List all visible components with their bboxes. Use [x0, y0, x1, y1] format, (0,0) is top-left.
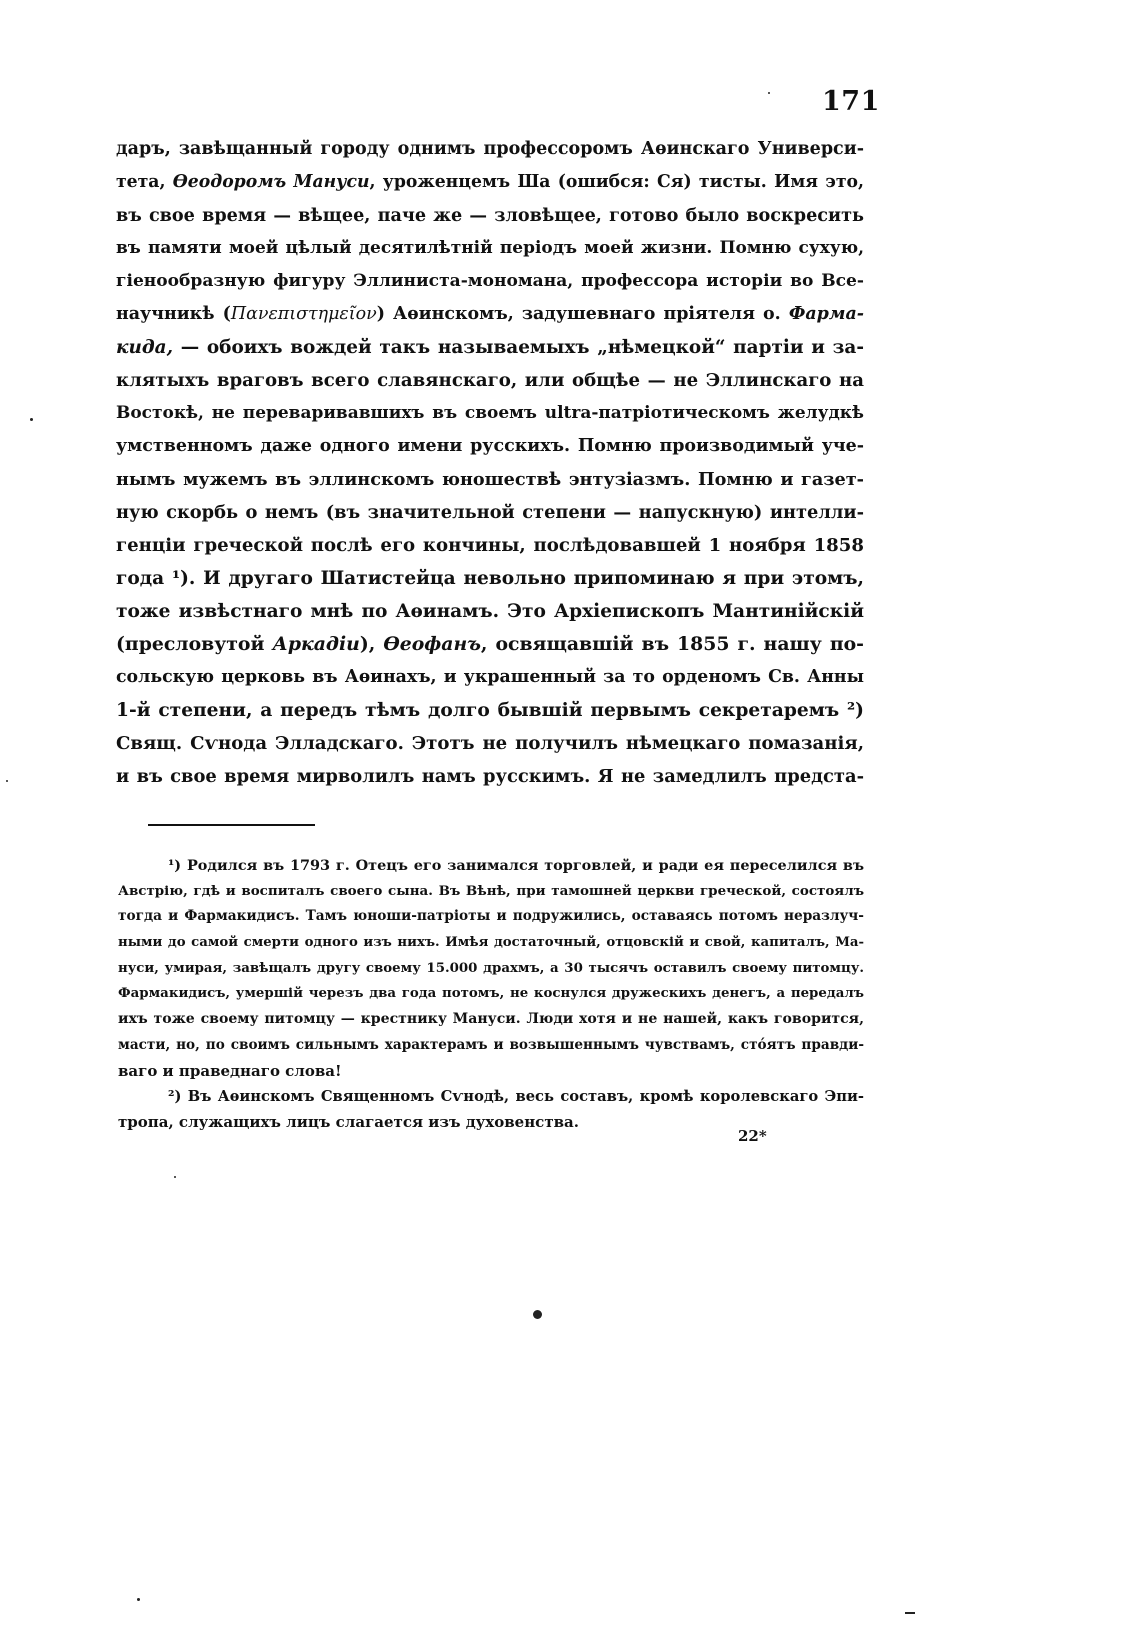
ink-speck [174, 1176, 176, 1178]
footnote-line: ихъ тоже своему питомцу — крестнику Мануси. Люди хотя и не нашей, какъ говорится, [118, 1011, 864, 1028]
text-line: Свящ. Сѵнода Элладскаго. Этотъ не получилъ нѣмецкаго помазанія, [116, 733, 864, 754]
text-line: генціи греческой послѣ его кончины, послѣдовавшей 1 ноября 1858 [116, 535, 864, 556]
text-line: и въ свое время мирволилъ намъ русскимъ. Я не замедлилъ предста- [116, 766, 864, 787]
text-line: сольскую церковь въ Аѳинахъ, и украшенный за то орденомъ Св. Анны [116, 667, 864, 687]
ink-speck [768, 92, 770, 94]
footnote-line: нуси, умирая, завѣщалъ другу своему 15.000 драхмъ, а 30 тысячъ оставилъ своему питомцу. [118, 959, 864, 976]
text-line [116, 166, 864, 199]
place-name-italic: Аркадіи [272, 633, 360, 655]
text-span: ), [359, 633, 376, 655]
person-name-italic: Фарма- [788, 304, 864, 324]
footnote-line: ваго и праведнаго слова! [118, 1061, 342, 1080]
text-line: ную скорбь о немъ (въ значительной степени — напускную) интелли- [116, 502, 864, 523]
ink-speck [905, 1612, 915, 1614]
footnote-line: ¹) Родился въ 1793 г. Отецъ его занимался торговлей, и ради ея переселился въ [168, 857, 864, 874]
text-span: ) Аѳинскомъ, задушевнаго пріятеля о. [376, 304, 781, 324]
text-line: въ памяти моей цѣлый десятилѣтній періодъ моей жизни. Помню сухую, [116, 238, 864, 258]
text-span: тета, [116, 172, 166, 192]
main-text [116, 133, 864, 793]
text-line: въ свое время — вѣщее, паче же — зловѣщее, готово было воскресить [116, 205, 864, 226]
text-line [116, 298, 864, 331]
ink-speck [533, 1310, 542, 1319]
text-line: 1-й степени, а передъ тѣмъ долго бывшій первымъ секретаремъ ²) [116, 699, 864, 721]
text-line: тоже извѣстнаго мнѣ по Аѳинамъ. Это Архіепископъ Мантинійскій [116, 601, 864, 622]
text-line: нымъ мужемъ въ эллинскомъ юношествѣ энтузіазмъ. Помню и газет- [116, 469, 864, 490]
text-span: , уроженцемъ Ша (ошибся: Ся) тисты. Имя это, [369, 172, 864, 192]
text-span: научникѣ ( [116, 304, 231, 324]
text-span: (пресловутой [116, 633, 265, 655]
person-name-italic: кида, [116, 337, 174, 358]
footnote-line: Фармакидисъ, умершій черезъ два года потомъ, не коснулся дружескихъ денегъ, а передалъ [118, 985, 864, 1002]
greek-word: Πανεπιστημεῖον [230, 304, 377, 324]
signature-mark: 22* [738, 1127, 767, 1145]
ink-speck [6, 780, 8, 782]
text-line [116, 628, 864, 661]
text-line [116, 331, 864, 364]
text-line: даръ, завѣщанный городу однимъ профессоромъ Аѳинскаго Универси- [116, 139, 864, 159]
text-span: — обоихъ вождей такъ называемыхъ „нѣмецкой“ партіи и за- [173, 337, 864, 358]
text-span: , освящавшій въ 1855 г. нашу по- [480, 633, 864, 655]
footnote-line: тропа, служащихъ лицъ слагается изъ духовенства. [118, 1112, 579, 1131]
footnote-line: Австрію, гдѣ и воспиталъ своего сына. Въ Вѣнѣ, при тамошней церкви греческой, состоялъ [118, 882, 864, 899]
footnote-line: масти, но, по своимъ сильнымъ характерамъ и возвышеннымъ чувствамъ, стóятъ правди- [118, 1036, 864, 1053]
footnote-line: тогда и Фармакидисъ. Тамъ юноши-патріоты и подружились, оставаясь потомъ неразлуч- [118, 908, 864, 925]
footnote-line: ными до самой смерти одного изъ нихъ. Имѣя достаточный, отцовскій и свой, капиталъ, Ма- [118, 935, 864, 951]
footnotes [118, 853, 864, 1136]
text-line: Востокѣ, не переваривавшихъ въ своемъ ultra-патріотическомъ желудкѣ [116, 403, 864, 423]
page-number: 171 [822, 86, 880, 117]
person-name-italic: Ѳеодоромъ Мануси [172, 172, 370, 192]
text-line: умственномъ даже одного имени русскихъ. Помню производимый уче- [116, 436, 864, 456]
text-line: клятыхъ враговъ всего славянскаго, или общѣе — не Эллинскаго на [116, 370, 864, 391]
ink-speck [137, 1598, 140, 1601]
footnote-separator [148, 824, 315, 826]
person-name-italic: Ѳеофанъ [383, 633, 481, 655]
text-line: года ¹). И другаго Шатистейца невольно припоминаю я при этомъ, [116, 568, 864, 589]
text-line: гіенообразную фигуру Эллиниста-мономана, профессора исторіи во Все- [116, 271, 864, 291]
footnote-line: ²) Въ Аѳинскомъ Священномъ Сѵнодѣ, весь составъ, кромѣ королевскаго Эпи- [168, 1088, 864, 1106]
ink-speck [30, 418, 33, 421]
